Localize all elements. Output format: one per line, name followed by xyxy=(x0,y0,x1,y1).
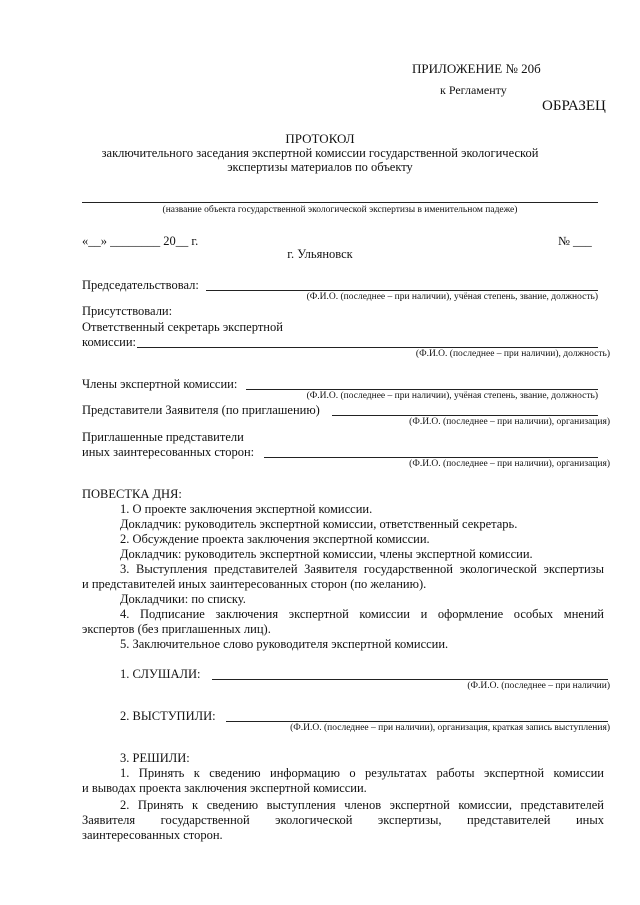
sample-stamp: ОБРАЗЕЦ xyxy=(542,98,606,114)
heard-line xyxy=(212,679,608,680)
document-title: ПРОТОКОЛ xyxy=(285,131,355,146)
applicant-label: Представители Заявителя (по приглашению) xyxy=(82,403,320,417)
spoke-hint: (Ф.И.О. (последнее – при наличии), организация, краткая запись выступления) xyxy=(290,723,610,733)
agenda-item: 5. Заключительное слово руководителя экспертной комиссии. xyxy=(120,637,449,651)
agenda-item: 2. Обсуждение проекта заключения экспертной комиссии. xyxy=(120,532,430,546)
secretary-hint: (Ф.И.О. (последнее – при наличии), должность) xyxy=(415,349,610,359)
present-label: Присутствовали: xyxy=(82,304,173,318)
decision-line: Заявителя государственной экологической экспертизы, представителей иных xyxy=(82,813,604,827)
agenda-title: ПОВЕСТКА ДНЯ: xyxy=(82,487,182,501)
chair-hint: (Ф.И.О. (последнее – при наличии), учёная степень, звание, должность) xyxy=(306,292,598,302)
secretary-label-line-2: комиссии: xyxy=(82,335,136,349)
object-name-hint: (название объекта государственной экологической экспертизы в именительном падеже) xyxy=(162,205,518,215)
agenda-item: 4. Подписание заключения экспертной комиссии и оформление особых мнений xyxy=(120,607,604,621)
decision-line: заинтересованных сторон. xyxy=(82,828,223,842)
agenda-item: и представителей иных заинтересованных сторон (по желанию). xyxy=(82,577,427,591)
document-subtitle-line-2: экспертизы материалов по объекту xyxy=(227,160,413,174)
regulation-reference: к Регламенту xyxy=(440,83,507,97)
others-label-line-1: Приглашенные представители xyxy=(82,430,244,444)
members-hint: (Ф.И.О. (последнее – при наличии), учёная степень, звание, должность) xyxy=(306,391,598,401)
others-label-line-2: иных заинтересованных сторон: xyxy=(82,445,255,459)
others-line xyxy=(264,457,598,458)
city: г. Ульяновск xyxy=(287,247,353,261)
others-hint: (Ф.И.О. (последнее – при наличии), организация) xyxy=(409,459,610,469)
document-subtitle-line-1: заключительного заседания экспертной комиссии государственной экологической xyxy=(101,146,539,160)
decision-line: 1. Принять к сведению информацию о результатах работы экспертной комиссии xyxy=(120,766,604,780)
decision-line: 2. Принять к сведению выступления членов экспертной комиссии, представителей xyxy=(120,798,604,812)
decision-line: и выводах проекта заключения экспертной комиссии. xyxy=(82,781,367,795)
members-label: Члены экспертной комиссии: xyxy=(82,377,238,391)
object-name-line xyxy=(82,202,598,203)
applicant-hint: (Ф.И.О. (последнее – при наличии), организация) xyxy=(409,417,610,427)
agenda-item: 1. О проекте заключения экспертной комиссии. xyxy=(120,502,373,516)
agenda-item: 3. Выступления представителей Заявителя государственной экологической экспертизы xyxy=(120,562,604,576)
heard-label: 1. СЛУШАЛИ: xyxy=(120,667,201,681)
members-line xyxy=(246,389,598,390)
spoke-label: 2. ВЫСТУПИЛИ: xyxy=(120,709,216,723)
spoke-line xyxy=(226,721,608,722)
secretary-label-line-1: Ответственный секретарь экспертной xyxy=(82,320,283,334)
heard-hint: (Ф.И.О. (последнее – при наличии) xyxy=(467,681,610,691)
chair-label: Председательствовал: xyxy=(82,278,199,292)
decided-label: 3. РЕШИЛИ: xyxy=(120,751,190,765)
meeting-date: «__» ________ 20__ г. xyxy=(82,234,199,248)
agenda-item: Докладчик: руководитель экспертной комиссии, члены экспертной комиссии. xyxy=(120,547,533,561)
chair-line xyxy=(206,290,598,291)
agenda-item: Докладчики: по списку. xyxy=(120,592,246,606)
applicant-line xyxy=(332,415,598,416)
agenda-item: экспертов (без приглашенных лиц). xyxy=(82,622,271,636)
protocol-number: № ___ xyxy=(558,234,592,248)
secretary-line xyxy=(137,347,598,348)
agenda-item: Докладчик: руководитель экспертной комиссии, ответственный секретарь. xyxy=(120,517,518,531)
appendix-number: ПРИЛОЖЕНИЕ № 20б xyxy=(412,61,541,76)
